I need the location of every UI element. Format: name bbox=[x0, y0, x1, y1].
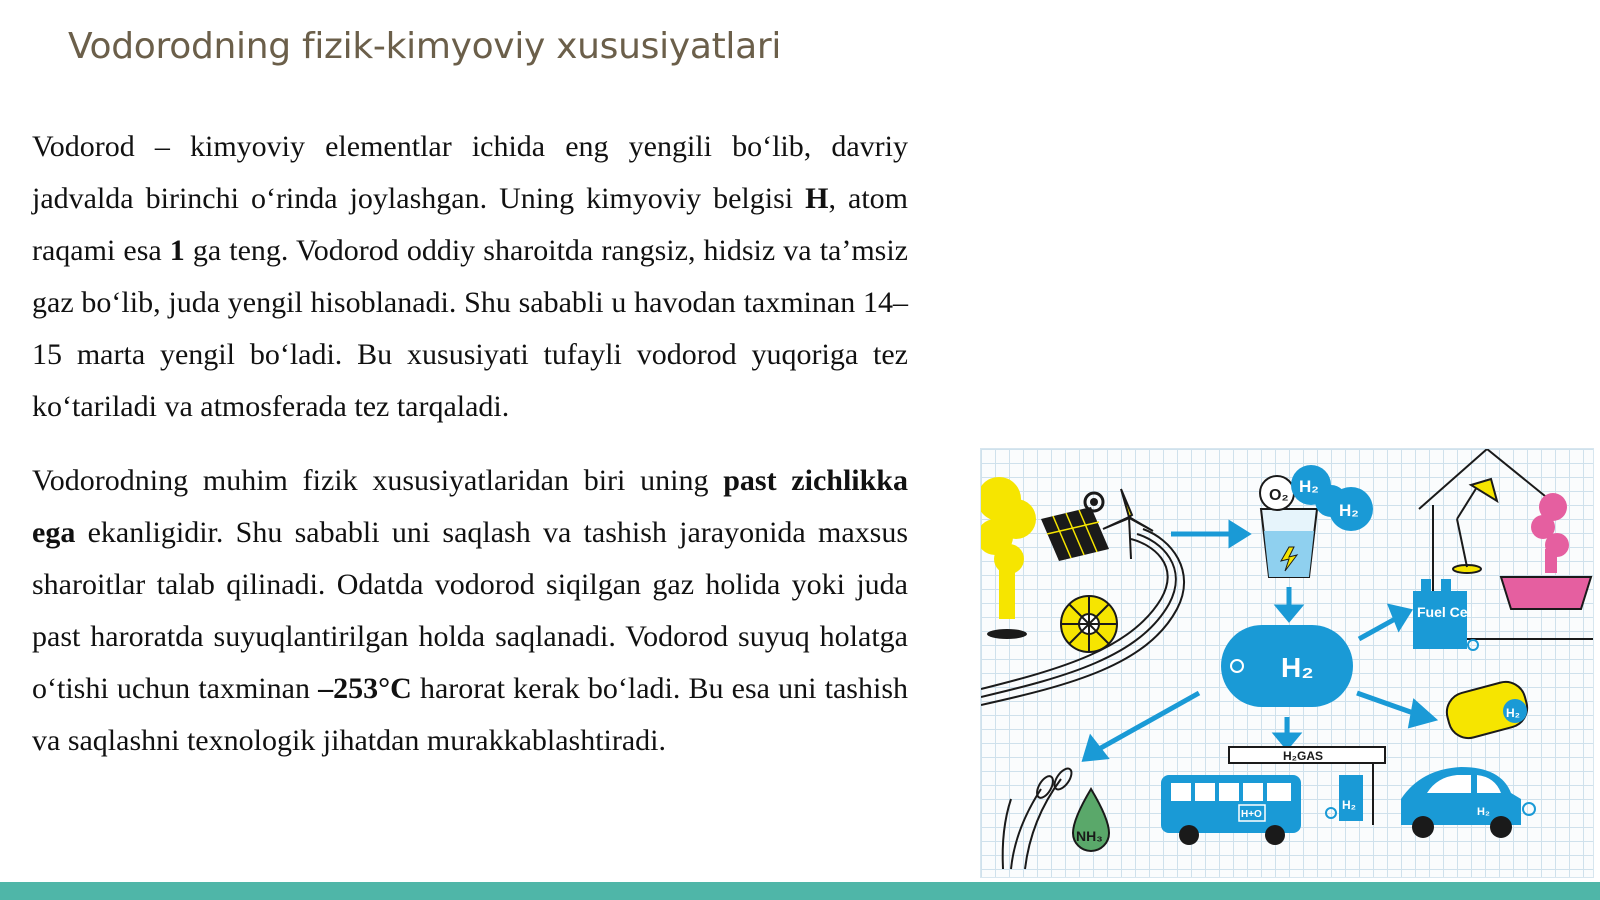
o2-label: O₂ bbox=[1269, 487, 1289, 504]
tank-label: H₂ bbox=[1281, 652, 1314, 683]
sun-icon bbox=[1085, 493, 1103, 511]
paragraph-text: , atom raqami esa bbox=[32, 182, 908, 267]
wind-turbine-icon bbox=[1103, 489, 1153, 559]
h2-cloud-label: H₂ bbox=[1299, 477, 1319, 496]
density-highlight: past zichlikka ega bbox=[32, 464, 908, 549]
arrow-down-icon bbox=[1279, 587, 1299, 619]
smoke-cloud-icon bbox=[981, 477, 1036, 639]
hydrogen-economy-illustration bbox=[980, 448, 1594, 878]
bus-icon bbox=[1161, 775, 1301, 845]
hydrogen-tank-icon bbox=[1221, 625, 1353, 707]
h2-cloud-label: H₂ bbox=[1339, 501, 1359, 520]
bathtub-icon bbox=[1501, 493, 1591, 609]
station-label: H₂GAS bbox=[1283, 749, 1324, 763]
car-label: H₂ bbox=[1477, 806, 1490, 818]
fuel-cell-label: Fuel Cell bbox=[1417, 604, 1476, 620]
temperature-highlight: –253°C bbox=[318, 672, 412, 705]
arrow-to-agriculture-icon bbox=[1085, 693, 1199, 759]
arrow-to-station-icon bbox=[1277, 717, 1297, 747]
footer-bar bbox=[0, 882, 1600, 900]
paragraph-text: Vodorod – kimyoviy elementlar ichida eng yengili bo‘lib, davriy jadvalda birinchi o‘rinda joylashgan. Uning kimyoviy belgisi bbox=[32, 130, 908, 215]
gas-cylinder-icon bbox=[1442, 677, 1531, 742]
ammonia-label: NH₃ bbox=[1076, 828, 1103, 844]
slide-title: Vodorodning fizik-kimyoviy xususiyatlari bbox=[68, 26, 782, 67]
car-icon bbox=[1401, 767, 1535, 838]
paragraph-hydrogen-basics bbox=[32, 121, 908, 433]
rice-plant-icon bbox=[1003, 766, 1075, 869]
paragraph-text: ga teng. Vodorod oddiy sharoitda rangsiz, hidsiz va ta’msiz gaz bo‘lib, juda yengil hisoblanadi. Shu sababli u havodan taxminan 14–15 marta yengil bo‘ladi. Bu xususiyati tufayli vodorod yuqoriga tez ko‘tariladi va atmosferada tez tarqaladi. bbox=[32, 234, 908, 423]
ammonia-drop-icon bbox=[1073, 789, 1109, 851]
desk-lamp-icon bbox=[1453, 479, 1497, 573]
arrow-right-icon bbox=[1171, 524, 1247, 544]
water-wheel-icon bbox=[1061, 596, 1117, 652]
solar-panel-icon bbox=[1041, 507, 1109, 561]
bus-tank-label: H+O bbox=[1241, 809, 1262, 820]
arrow-to-cylinder-icon bbox=[1357, 693, 1433, 725]
chemical-symbol: H bbox=[805, 182, 829, 215]
water-glass-icon bbox=[1261, 509, 1317, 577]
arrow-to-fuel-cell-icon bbox=[1359, 607, 1409, 639]
paragraph-text: ekanligidir. Shu sababli uni saqlash va tashish jarayonida maxsus sharoitlar talab qilinadi. Odatda vodorod siqilgan gaz holida yoki juda past haroratda suyuqlantirilgan holda saqlanadi. Vodorod suyuq holatga o‘tishi uchun taxminan bbox=[32, 516, 908, 705]
paragraph-text: harorat kerak bo‘ladi. Bu esa uni tashish va saqlashni texnologik jihatdan murakkablashtiradi. bbox=[32, 672, 908, 757]
atomic-number: 1 bbox=[169, 234, 185, 267]
illustration-canvas bbox=[981, 449, 1593, 877]
paragraph-hydrogen-density bbox=[32, 455, 908, 767]
pump-label: H₂ bbox=[1342, 798, 1356, 812]
paragraph-text: Vodorodning muhim fizik xususiyatlaridan biri uning bbox=[32, 464, 724, 497]
cylinder-label: H₂ bbox=[1506, 706, 1520, 720]
